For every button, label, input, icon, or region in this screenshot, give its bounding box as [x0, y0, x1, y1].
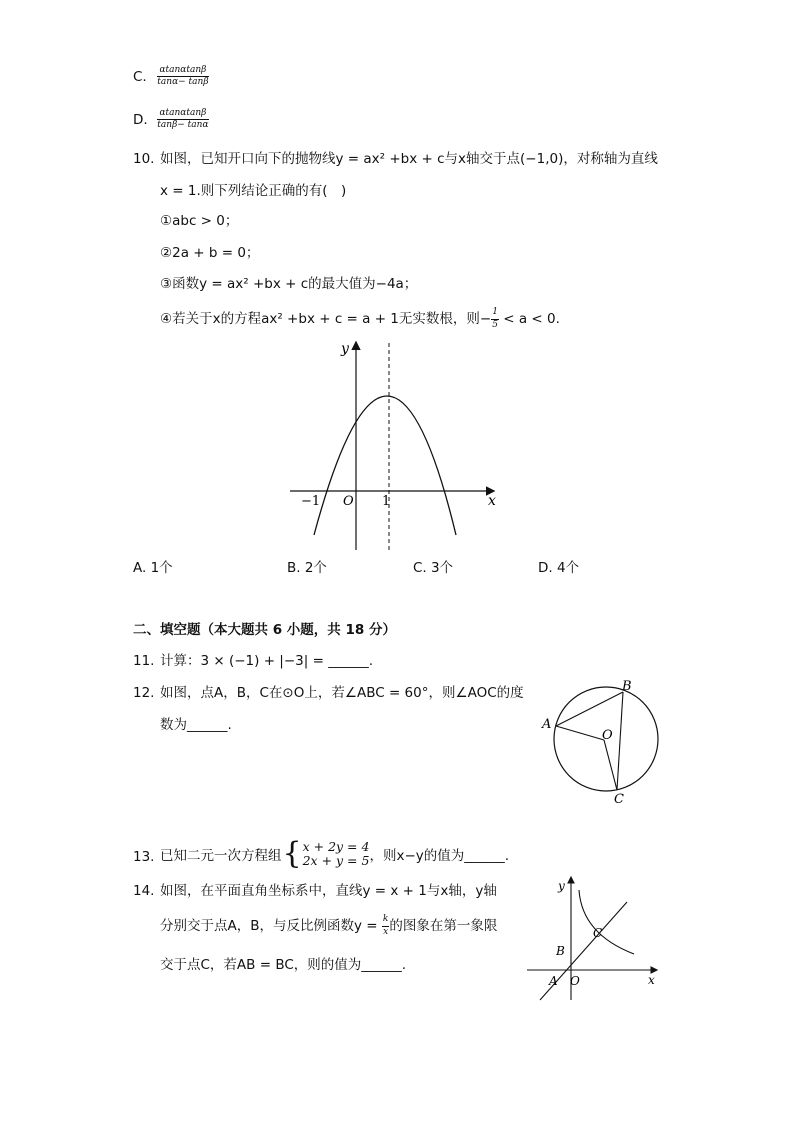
equation-1: x + 2y = 4	[302, 839, 370, 854]
q10-option-d: D. 4个	[538, 560, 580, 576]
point-b-label: B	[622, 679, 632, 694]
q10-number: 10.	[133, 151, 155, 167]
q14-number: 14.	[133, 883, 155, 899]
equation-2: 2x + y = 5	[302, 853, 370, 868]
chord-bc	[617, 692, 623, 790]
q10-item4	[160, 308, 560, 330]
fraction-denominator: tanβ− tanα	[157, 120, 209, 131]
point-b-label: B	[556, 944, 565, 958]
y-axis-label: y	[341, 341, 349, 357]
q10-item4-post: < a < 0.	[503, 311, 560, 327]
q10-option-a: A. 1个	[133, 560, 173, 576]
q14-line2-post: 的图象在第一象限	[389, 918, 498, 934]
option-label: D.	[133, 111, 148, 128]
equation-system	[303, 840, 370, 868]
point-c-label: C	[614, 792, 624, 807]
fraction	[491, 308, 499, 330]
tick-label-1: 1	[382, 494, 391, 509]
q10-item4-pre: ④若关于x的方程ax² +bx + c = a + 1无实数根，则−	[160, 311, 492, 327]
fraction	[157, 66, 208, 88]
x-axis-label: x	[648, 973, 655, 987]
q11-number: 11.	[133, 653, 155, 669]
q11-text: 计算：3 × (−1) + |−3| = ______.	[160, 653, 373, 669]
point-a-label: A	[542, 717, 552, 732]
q10-option-c: C. 3个	[413, 560, 454, 576]
fraction-numerator: αtanαtanβ	[157, 66, 208, 77]
x-axis-label: x	[488, 493, 496, 509]
origin-label: O	[343, 494, 354, 509]
q14-line3: 交于点C，若AB = BC，则的值为______.	[160, 957, 407, 973]
q10-item1: ①abc > 0；	[160, 213, 239, 229]
fraction	[157, 109, 208, 131]
circle-figure	[538, 676, 663, 811]
q13-pre: 已知二元一次方程组	[160, 848, 282, 864]
fraction-denominator: x	[383, 926, 389, 937]
q10-item2: ②2a + b = 0；	[160, 245, 260, 261]
q10-item3: ③函数y = ax² +bx + c的最大值为−4a；	[160, 276, 418, 292]
fraction-denominator: tanα− tanβ	[157, 77, 209, 88]
fraction-numerator: k	[382, 915, 389, 926]
tick-label-neg1: −1	[301, 494, 321, 509]
point-c-label: C	[593, 926, 603, 940]
q10-option-b: B. 2个	[287, 560, 327, 576]
y-axis-label: y	[558, 879, 565, 893]
q10-stem-line2: x = 1.则下列结论正确的有( )	[160, 183, 347, 199]
q12-line2: 数为______.	[160, 717, 232, 733]
q10-stem-line1: 如图，已知开口向下的抛物线y = ax² +bx + c与x轴交于点(−1,0)，对称轴为直线	[160, 151, 658, 167]
point-o-label: O	[602, 728, 613, 743]
origin-label: O	[570, 974, 580, 988]
q9-option-d	[133, 109, 209, 131]
section-heading: 二、填空题（本大题共 6 小题，共 18 分）	[133, 622, 396, 638]
fraction-denominator: 5	[492, 319, 498, 330]
q13-number: 13.	[133, 849, 155, 865]
q13-post: ，则x−y的值为______.	[369, 848, 510, 864]
brace-icon: {	[282, 836, 302, 871]
hyperbola-curve	[579, 890, 634, 954]
radius-oc	[604, 740, 617, 790]
parabola-graph	[285, 335, 510, 560]
q12-number: 12.	[133, 685, 155, 701]
fraction-numerator: αtanαtanβ	[157, 109, 208, 120]
point-a-label: A	[549, 974, 558, 988]
fraction-numerator: 1	[491, 308, 499, 319]
q12-line1: 如图，点A，B，C在⊙O上，若∠ABC = 60°，则∠AOC的度	[160, 685, 524, 701]
option-label: C.	[133, 68, 147, 85]
q14-line2-pre: 分别交于点A，B，与反比例函数y =	[160, 918, 382, 934]
q13-text	[160, 837, 509, 871]
q9-option-c	[133, 66, 209, 88]
radius-oa	[556, 726, 604, 740]
chord-ab	[556, 692, 623, 726]
q14-line1: 如图，在平面直角坐标系中，直线y = x + 1与x轴，y轴	[160, 883, 497, 899]
q14-line2	[160, 915, 497, 937]
coordinate-figure	[522, 872, 662, 1007]
parabola-curve	[314, 396, 456, 535]
